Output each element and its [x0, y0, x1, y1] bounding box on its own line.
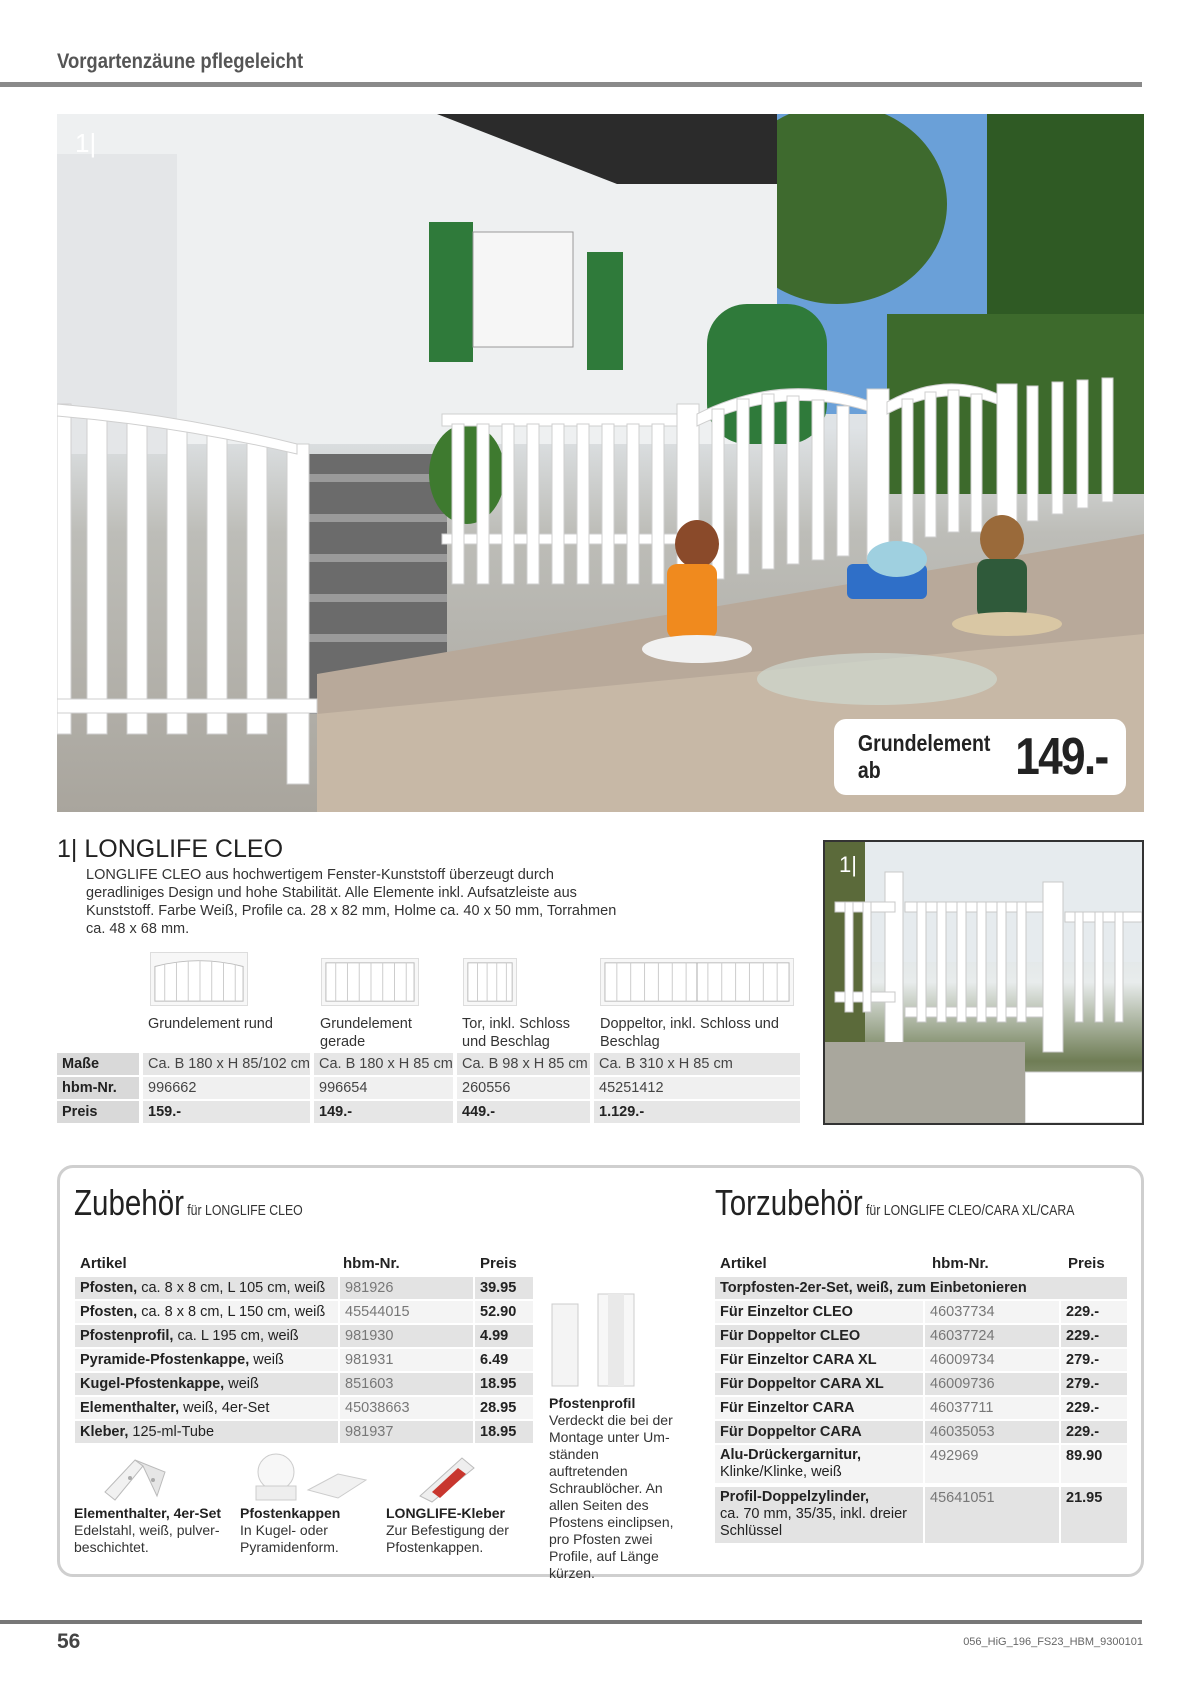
document-code: 056_HiG_196_FS23_HBM_9300101: [963, 1636, 1143, 1648]
spec-hbm-doppeltor: 45251412: [594, 1077, 800, 1099]
torzubehoer-artikel: Für Einzeltor CARA: [715, 1397, 923, 1419]
spec-masse-tor: Ca. B 98 x H 85 cm: [457, 1053, 590, 1075]
caption-pfostenkappen-text: In Kugel- oder Pyramidenform.: [240, 1522, 339, 1555]
zubehoer-artikel: Pfostenprofil, ca. L 195 cm, weiß: [75, 1325, 338, 1347]
hero-label: 1|: [75, 128, 97, 158]
torzubehoer-preis-zylinder: 21.95: [1061, 1487, 1127, 1543]
thumb-grundelement-gerade: [321, 958, 419, 1006]
caption-pfostenprofil-title: Pfostenprofil: [549, 1395, 636, 1411]
zubehoer-head-hbm: hbm-Nr.: [343, 1255, 400, 1272]
zubehoer-hbm: 981931: [340, 1349, 473, 1371]
caption-pfostenprofil-text: Verdeckt die bei der Montage unter Um-ständen auftretenden Schraublöcher. An allen Seiten des Pfostens einclipsen, pro Pfosten zwei Profile, auf Länge kürzen.: [549, 1412, 674, 1581]
col-head-rund: Grundelement rund: [148, 1016, 273, 1032]
spec-label-masse: Maße: [57, 1053, 139, 1075]
zubehoer-hbm: 981930: [340, 1325, 473, 1347]
caption-elementhalter: [74, 1505, 224, 1556]
zubehoer-preis: 52.90: [475, 1301, 533, 1323]
zubehoer-hbm: 981937: [340, 1421, 473, 1443]
gate-photo-label: 1|: [839, 852, 857, 877]
torzubehoer-hbm-zylinder: 45641051: [925, 1487, 1059, 1543]
torzubehoer-artikel: Für Einzeltor CARA XL: [715, 1349, 923, 1371]
torzubehoer-hbm: 46009734: [925, 1349, 1059, 1371]
hero-photo: [57, 114, 1144, 812]
col-head-gerade: Grundelement gerade: [320, 1016, 412, 1050]
product-title: 1| LONGLIFE CLEO: [57, 835, 284, 863]
torzubehoer-subtitle: für LONGLIFE CLEO/CARA XL/CARA: [865, 1202, 1075, 1219]
torzubehoer-hbm: 46037724: [925, 1325, 1059, 1347]
torzubehoer-title: [715, 1182, 1074, 1224]
zubehoer-artikel: Pfosten, ca. 8 x 8 cm, L 150 cm, weiß: [75, 1301, 338, 1323]
torzubehoer-artikel: Für Doppeltor CLEO: [715, 1325, 923, 1347]
zubehoer-preis: 4.99: [475, 1325, 533, 1347]
zubehoer-subtitle: für LONGLIFE CLEO: [187, 1202, 303, 1219]
caption-kleber: [386, 1505, 526, 1556]
gate-illustration: [825, 842, 1142, 1123]
price-badge: [834, 719, 1126, 795]
spec-row-masse: [57, 1053, 800, 1075]
spec-preis-doppeltor: 1.129.-: [594, 1101, 800, 1123]
torzubehoer-preis: 229.-: [1061, 1301, 1127, 1323]
zubehoer-head-artikel: Artikel: [80, 1255, 127, 1272]
header-divider: [0, 82, 1142, 87]
caption-elementhalter-text: Edelstahl, weiß, pulver-beschichtet.: [74, 1522, 220, 1555]
torzubehoer-head-artikel: Artikel: [720, 1255, 767, 1272]
kleber-image: [412, 1452, 482, 1504]
gate-photo: [823, 840, 1144, 1125]
zubehoer-artikel: Pyramide-Pfostenkappe, weiß: [75, 1349, 338, 1371]
zubehoer-hbm: 45544015: [340, 1301, 473, 1323]
zubehoer-artikel: Kugel-Pfostenkappe, weiß: [75, 1373, 338, 1395]
page-number: 56: [57, 1630, 81, 1653]
spec-masse-gerade: Ca. B 180 x H 85 cm: [314, 1053, 453, 1075]
caption-kleber-text: Zur Befestigung der Pfostenkappen.: [386, 1522, 509, 1555]
thumb-grundelement-rund: [150, 952, 248, 1006]
spec-preis-gerade: 149.-: [314, 1101, 453, 1123]
torzubehoer-hbm: 46035053: [925, 1421, 1059, 1443]
torzubehoer-artikel-zylinder: Profil-Doppelzylinder, ca. 70 mm, 35/35, inkl. dreier Schlüssel: [715, 1487, 923, 1543]
product-description: LONGLIFE CLEO aus hochwertigem Fenster-Kunststoff überzeugt durch geradliniges Design und hohe Stabilität. Alle Elemente inkl. Aufsatzleiste aus Kunststoff. Farbe Weiß, Profile ca. 28 x 82 mm, Holme ca. 40 x 50 mm, Torrahmen ca. 48 x 68 mm.: [86, 867, 617, 937]
section-title: Vorgartenzäune pflegeleicht: [57, 50, 304, 73]
col-head-doppeltor: Doppeltor, inkl. Schloss und Beschlag: [600, 1016, 779, 1050]
pfostenprofil-image: [548, 1290, 648, 1390]
spec-masse-rund: Ca. B 180 x H 85/102 cm: [143, 1053, 310, 1075]
torzubehoer-group-header: Torpfosten-2er-Set, weiß, zum Einbetonieren: [715, 1277, 1127, 1299]
zubehoer-preis: 18.95: [475, 1373, 533, 1395]
torzubehoer-hbm: 46037734: [925, 1301, 1059, 1323]
hero-illustration: [57, 114, 1144, 812]
elementhalter-image: [95, 1452, 185, 1504]
caption-kleber-title: LONGLIFE-Kleber: [386, 1505, 506, 1521]
spec-row-preis: [57, 1101, 800, 1123]
price-badge-label: Grundelement ab: [857, 730, 991, 783]
spec-masse-doppeltor: Ca. B 310 x H 85 cm: [594, 1053, 800, 1075]
torzubehoer-preis: 279.-: [1061, 1373, 1127, 1395]
torzubehoer-preis: 229.-: [1061, 1397, 1127, 1419]
caption-pfostenkappen: [240, 1505, 360, 1556]
spec-label-preis: Preis: [57, 1101, 139, 1123]
torzubehoer-hbm: 46009736: [925, 1373, 1059, 1395]
spec-preis-rund: 159.-: [143, 1101, 310, 1123]
spec-preis-tor: 449.-: [457, 1101, 590, 1123]
torzubehoer-hbm: 46037711: [925, 1397, 1059, 1419]
zubehoer-preis: 39.95: [475, 1277, 533, 1299]
caption-pfostenkappen-title: Pfostenkappen: [240, 1505, 341, 1521]
zubehoer-artikel: Elementhalter, weiß, 4er-Set: [75, 1397, 338, 1419]
zubehoer-preis: 18.95: [475, 1421, 533, 1443]
footer-divider: [0, 1620, 1142, 1624]
zubehoer-artikel: Kleber, 125-ml-Tube: [75, 1421, 338, 1443]
zubehoer-heading: Zubehör: [74, 1182, 184, 1223]
spec-label-hbm: hbm-Nr.: [57, 1077, 139, 1099]
torzubehoer-head-hbm: hbm-Nr.: [932, 1255, 989, 1272]
thumb-tor: [463, 958, 517, 1006]
zubehoer-head-preis: Preis: [480, 1255, 517, 1272]
caption-elementhalter-title: Elementhalter, 4er-Set: [74, 1505, 222, 1521]
torzubehoer-artikel: Für Einzeltor CLEO: [715, 1301, 923, 1323]
torzubehoer-artikel-alu: Alu-Drückergarnitur, Klinke/Klinke, weiß: [715, 1445, 923, 1483]
pfostenkappen-image: [248, 1450, 368, 1506]
thumb-doppeltor: [600, 958, 794, 1006]
torzubehoer-head-preis: Preis: [1068, 1255, 1105, 1272]
spec-row-hbm: [57, 1077, 800, 1099]
zubehoer-artikel: Pfosten, ca. 8 x 8 cm, L 105 cm, weiß: [75, 1277, 338, 1299]
torzubehoer-heading: Torzubehör: [715, 1182, 863, 1223]
zubehoer-hbm: 45038663: [340, 1397, 473, 1419]
spec-hbm-gerade: 996654: [314, 1077, 453, 1099]
col-head-tor: Tor, inkl. Schloss und Beschlag: [462, 1016, 570, 1050]
caption-pfostenprofil: [549, 1395, 677, 1582]
price-badge-value: 149.-: [1015, 728, 1108, 786]
torzubehoer-artikel: Für Doppeltor CARA XL: [715, 1373, 923, 1395]
torzubehoer-preis-alu: 89.90: [1061, 1445, 1127, 1483]
zubehoer-title: [74, 1182, 303, 1224]
torzubehoer-hbm-alu: 492969: [925, 1445, 1059, 1483]
torzubehoer-preis: 279.-: [1061, 1349, 1127, 1371]
torzubehoer-preis: 229.-: [1061, 1325, 1127, 1347]
zubehoer-preis: 6.49: [475, 1349, 533, 1371]
zubehoer-hbm: 851603: [340, 1373, 473, 1395]
zubehoer-preis: 28.95: [475, 1397, 533, 1419]
torzubehoer-artikel: Für Doppeltor CARA: [715, 1421, 923, 1443]
spec-hbm-rund: 996662: [143, 1077, 310, 1099]
spec-hbm-tor: 260556: [457, 1077, 590, 1099]
zubehoer-hbm: 981926: [340, 1277, 473, 1299]
torzubehoer-preis: 229.-: [1061, 1421, 1127, 1443]
